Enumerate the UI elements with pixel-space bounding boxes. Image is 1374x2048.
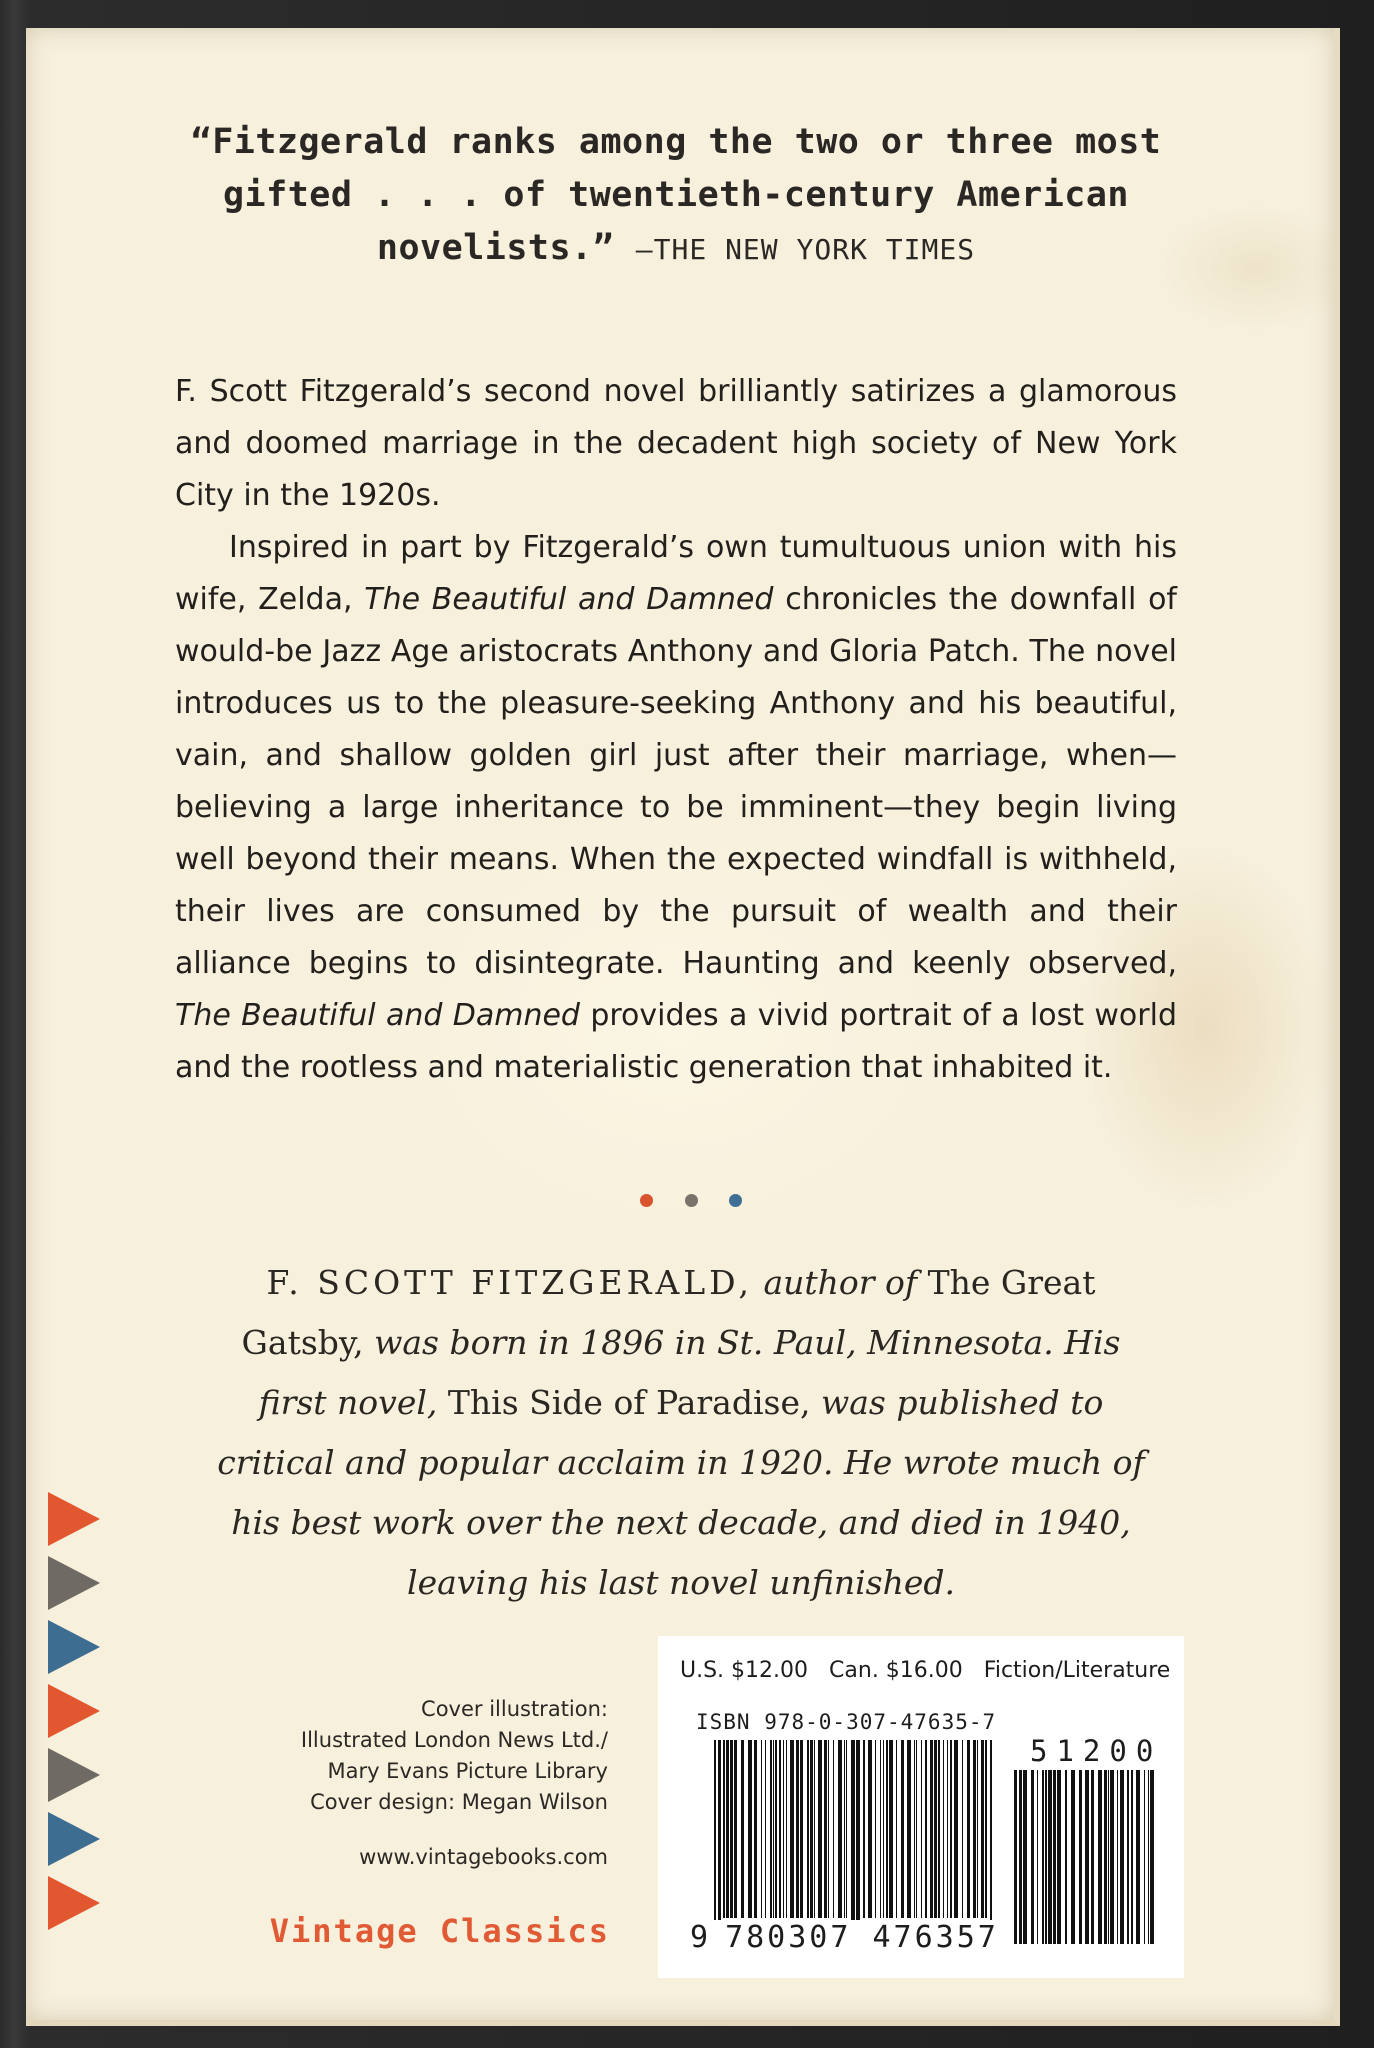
barcode-digits xyxy=(688,1920,1001,1955)
barcode-bar xyxy=(1117,1770,1118,1944)
price-addon-number: 51200 xyxy=(1030,1734,1163,1768)
barcode-bar xyxy=(718,1740,721,1944)
category: Fiction/Literature xyxy=(983,1658,1171,1683)
book-back-cover xyxy=(26,28,1340,2026)
quote-text: “Fitzgerald ranks among the two or three most gifted . . . of twentieth-century American novelists.” xyxy=(190,122,1162,268)
barcode-bar xyxy=(783,1740,784,1918)
barcode-bar xyxy=(863,1740,865,1918)
barcode-bar xyxy=(889,1740,893,1918)
barcode-bar xyxy=(985,1740,987,1918)
barcode-bar xyxy=(1148,1770,1149,1944)
credit-line: Mary Evans Picture Library xyxy=(327,1759,608,1783)
barcode-bar xyxy=(1048,1770,1052,1944)
barcode-bar xyxy=(1053,1770,1056,1944)
barcode-bar xyxy=(1104,1770,1107,1944)
barcode-bar xyxy=(1110,1770,1114,1944)
barcode-bar xyxy=(723,1740,725,1918)
barcode-bar xyxy=(800,1740,803,1918)
barcode-bar xyxy=(1091,1770,1094,1944)
barcode-bar xyxy=(790,1740,794,1918)
barcode-bar xyxy=(838,1740,842,1918)
bio-book-title: The Great Gatsby, xyxy=(241,1263,1096,1362)
publisher-website: www.vintagebooks.com xyxy=(359,1845,608,1869)
triangle-icon xyxy=(48,1748,100,1802)
barcode-bar xyxy=(1014,1770,1017,1944)
description-text: Inspired in part by Fitzgerald’s own tumultuous union with his wife, Zelda, xyxy=(175,530,1177,617)
barcode-bar xyxy=(765,1740,766,1918)
author-name: F. SCOTT FITZGERALD, xyxy=(266,1263,753,1302)
barcode-bar xyxy=(954,1740,958,1918)
triangle-icon xyxy=(48,1492,100,1546)
barcode-bar xyxy=(814,1740,815,1918)
barcode-bar xyxy=(833,1740,834,1918)
barcode-bar xyxy=(967,1740,970,1918)
barcode-bar xyxy=(1120,1770,1124,1944)
barcode-bar xyxy=(990,1740,992,1944)
author-bio xyxy=(206,1253,1156,1613)
credit-line: Illustrated London News Ltd./ xyxy=(300,1728,608,1752)
barcode-bar xyxy=(950,1740,952,1918)
barcode-bar xyxy=(748,1740,752,1918)
triangle-icon xyxy=(48,1876,100,1930)
isbn-number: ISBN 978-0-307-47635-7 xyxy=(696,1710,997,1734)
description-text: chronicles the downfall of would-be Jazz Age aristocrats Anthony and Gloria Patch. The novel introduces us to the pleasure-seeking Anthony and his beautiful, vain, and shallow golden girl just after their marriage, when—believing a large inheritance to be imminent—they begin living well beyond their means. When the expected windfall is withheld, their lives are consumed by the pursuit of wealth and their alliance begins to disintegrate. Haunting and keenly observed, xyxy=(175,582,1177,981)
book-description xyxy=(175,366,1177,1094)
barcode-bar xyxy=(914,1740,915,1918)
barcode-bar xyxy=(1150,1770,1154,1944)
barcode-bar xyxy=(851,1740,855,1944)
barcode-bar xyxy=(938,1740,940,1918)
review-quote xyxy=(146,116,1206,276)
barcode-bar xyxy=(818,1740,822,1918)
barcode-bar xyxy=(775,1740,777,1918)
barcode-bar xyxy=(741,1740,744,1918)
barcode-bar xyxy=(925,1740,927,1918)
barcode-bar xyxy=(796,1740,799,1918)
barcode-bar xyxy=(1019,1770,1022,1944)
barcode-bar xyxy=(773,1740,774,1918)
barcode-bar xyxy=(1023,1770,1027,1944)
price-us: U.S. $12.00 xyxy=(680,1658,809,1683)
bio-text: was published to critical and popular acclaim in 1920. He wrote much of his best work over the next decade, and died in 1940, leaving his last novel unfinished. xyxy=(217,1383,1145,1602)
barcode-bar xyxy=(934,1740,937,1918)
section-separator xyxy=(640,1194,750,1210)
bio-text: author of xyxy=(752,1263,928,1302)
bio-text: was born in 1896 in St. Paul, Minnesota. His first novel, xyxy=(258,1323,1121,1422)
barcode-bar xyxy=(886,1740,888,1918)
barcode-bar xyxy=(856,1740,860,1944)
book-title-italic: The Beautiful and Damned xyxy=(175,998,580,1033)
barcode-bar xyxy=(943,1740,944,1918)
barcode-bar xyxy=(810,1740,813,1918)
barcode-bar xyxy=(977,1740,978,1918)
triangle-icon xyxy=(48,1812,100,1866)
bio-book-title: This Side of Paradise, xyxy=(447,1383,811,1422)
barcode-bar xyxy=(770,1740,772,1918)
barcode-bar xyxy=(1108,1770,1109,1944)
book-title-italic: The Beautiful and Damned xyxy=(364,582,774,617)
barcode-bar xyxy=(896,1740,897,1918)
barcode-label xyxy=(658,1636,1184,1978)
barcode-bar xyxy=(880,1740,881,1918)
barcode-bar xyxy=(973,1740,976,1918)
barcode-bar xyxy=(828,1740,829,1918)
barcode-bar xyxy=(1127,1770,1129,1944)
barcode-bar xyxy=(981,1740,984,1918)
barcode-bar xyxy=(714,1740,716,1944)
barcode-bar xyxy=(807,1740,809,1918)
barcode-bar xyxy=(1144,1770,1145,1944)
barcode-bar xyxy=(734,1740,737,1918)
barcode-bar xyxy=(726,1740,729,1918)
barcode-bar xyxy=(930,1740,933,1918)
price-line xyxy=(680,1658,1170,1683)
barcode-bar xyxy=(916,1740,917,1918)
barcode-bar xyxy=(962,1740,963,1918)
barcode-bar xyxy=(786,1740,787,1918)
barcode-bar xyxy=(1131,1770,1133,1944)
triangle-icon xyxy=(48,1620,100,1674)
barcode-bar xyxy=(754,1740,757,1918)
separator-dot xyxy=(640,1194,653,1207)
credit-line: Cover design: Megan Wilson xyxy=(310,1790,608,1814)
description-paragraph-2 xyxy=(175,522,1177,1094)
barcode-bar xyxy=(875,1740,876,1918)
description-text: provides a vivid portrait of a lost world and the rootless and materialistic generation that inhabited it. xyxy=(175,998,1177,1085)
triangle-icon xyxy=(48,1556,100,1610)
barcode-bar xyxy=(901,1740,904,1918)
price-canada: Can. $16.00 xyxy=(829,1658,963,1683)
barcode-bar xyxy=(907,1740,911,1918)
barcode-bar xyxy=(1065,1770,1067,1944)
barcode-bar xyxy=(1079,1770,1082,1944)
barcode-bar xyxy=(730,1740,733,1918)
barcode-bar xyxy=(824,1740,827,1918)
barcode-bar xyxy=(1031,1770,1034,1944)
barcode-bar xyxy=(1037,1770,1038,1944)
barcode-bar xyxy=(779,1740,781,1918)
triangle-icon xyxy=(48,1684,100,1738)
decorative-triangles xyxy=(48,1492,128,1932)
barcode-bar xyxy=(947,1740,948,1918)
barcode-bar xyxy=(1136,1770,1140,1944)
barcode-bar xyxy=(1085,1770,1089,1944)
barcode-bar xyxy=(883,1740,884,1918)
barcode-bar xyxy=(921,1740,922,1918)
barcode-digit-group: 780307 xyxy=(725,1920,852,1955)
barcode-bar xyxy=(844,1740,845,1918)
imprint-logo: Vintage Classics xyxy=(269,1912,610,1950)
quote-attribution: —THE NEW YORK TIMES xyxy=(635,233,976,266)
barcode-bar xyxy=(1098,1770,1102,1944)
barcode-bar xyxy=(846,1740,847,1918)
barcode-bar xyxy=(1057,1770,1061,1944)
description-paragraph-1: F. Scott Fitzgerald’s second novel brilliantly satirizes a glamorous and doomed marriage in the decadent high society of New York City in the 1920s. xyxy=(175,374,1177,513)
separator-dot xyxy=(729,1194,742,1207)
barcode-bar xyxy=(1071,1770,1075,1944)
barcode-digit-group: 476357 xyxy=(872,1920,999,1955)
credit-line: Cover illustration: xyxy=(421,1697,608,1721)
barcode-bar xyxy=(761,1740,762,1918)
barcode-bar xyxy=(1045,1770,1047,1944)
addon-barcode xyxy=(1014,1770,1154,1944)
barcode-first-digit: 9 xyxy=(690,1920,712,1955)
ean-barcode xyxy=(714,1740,994,1944)
cover-credits xyxy=(276,1694,608,1873)
barcode-bar xyxy=(1042,1770,1044,1944)
separator-dot xyxy=(685,1194,698,1207)
barcode-bar xyxy=(868,1740,872,1918)
